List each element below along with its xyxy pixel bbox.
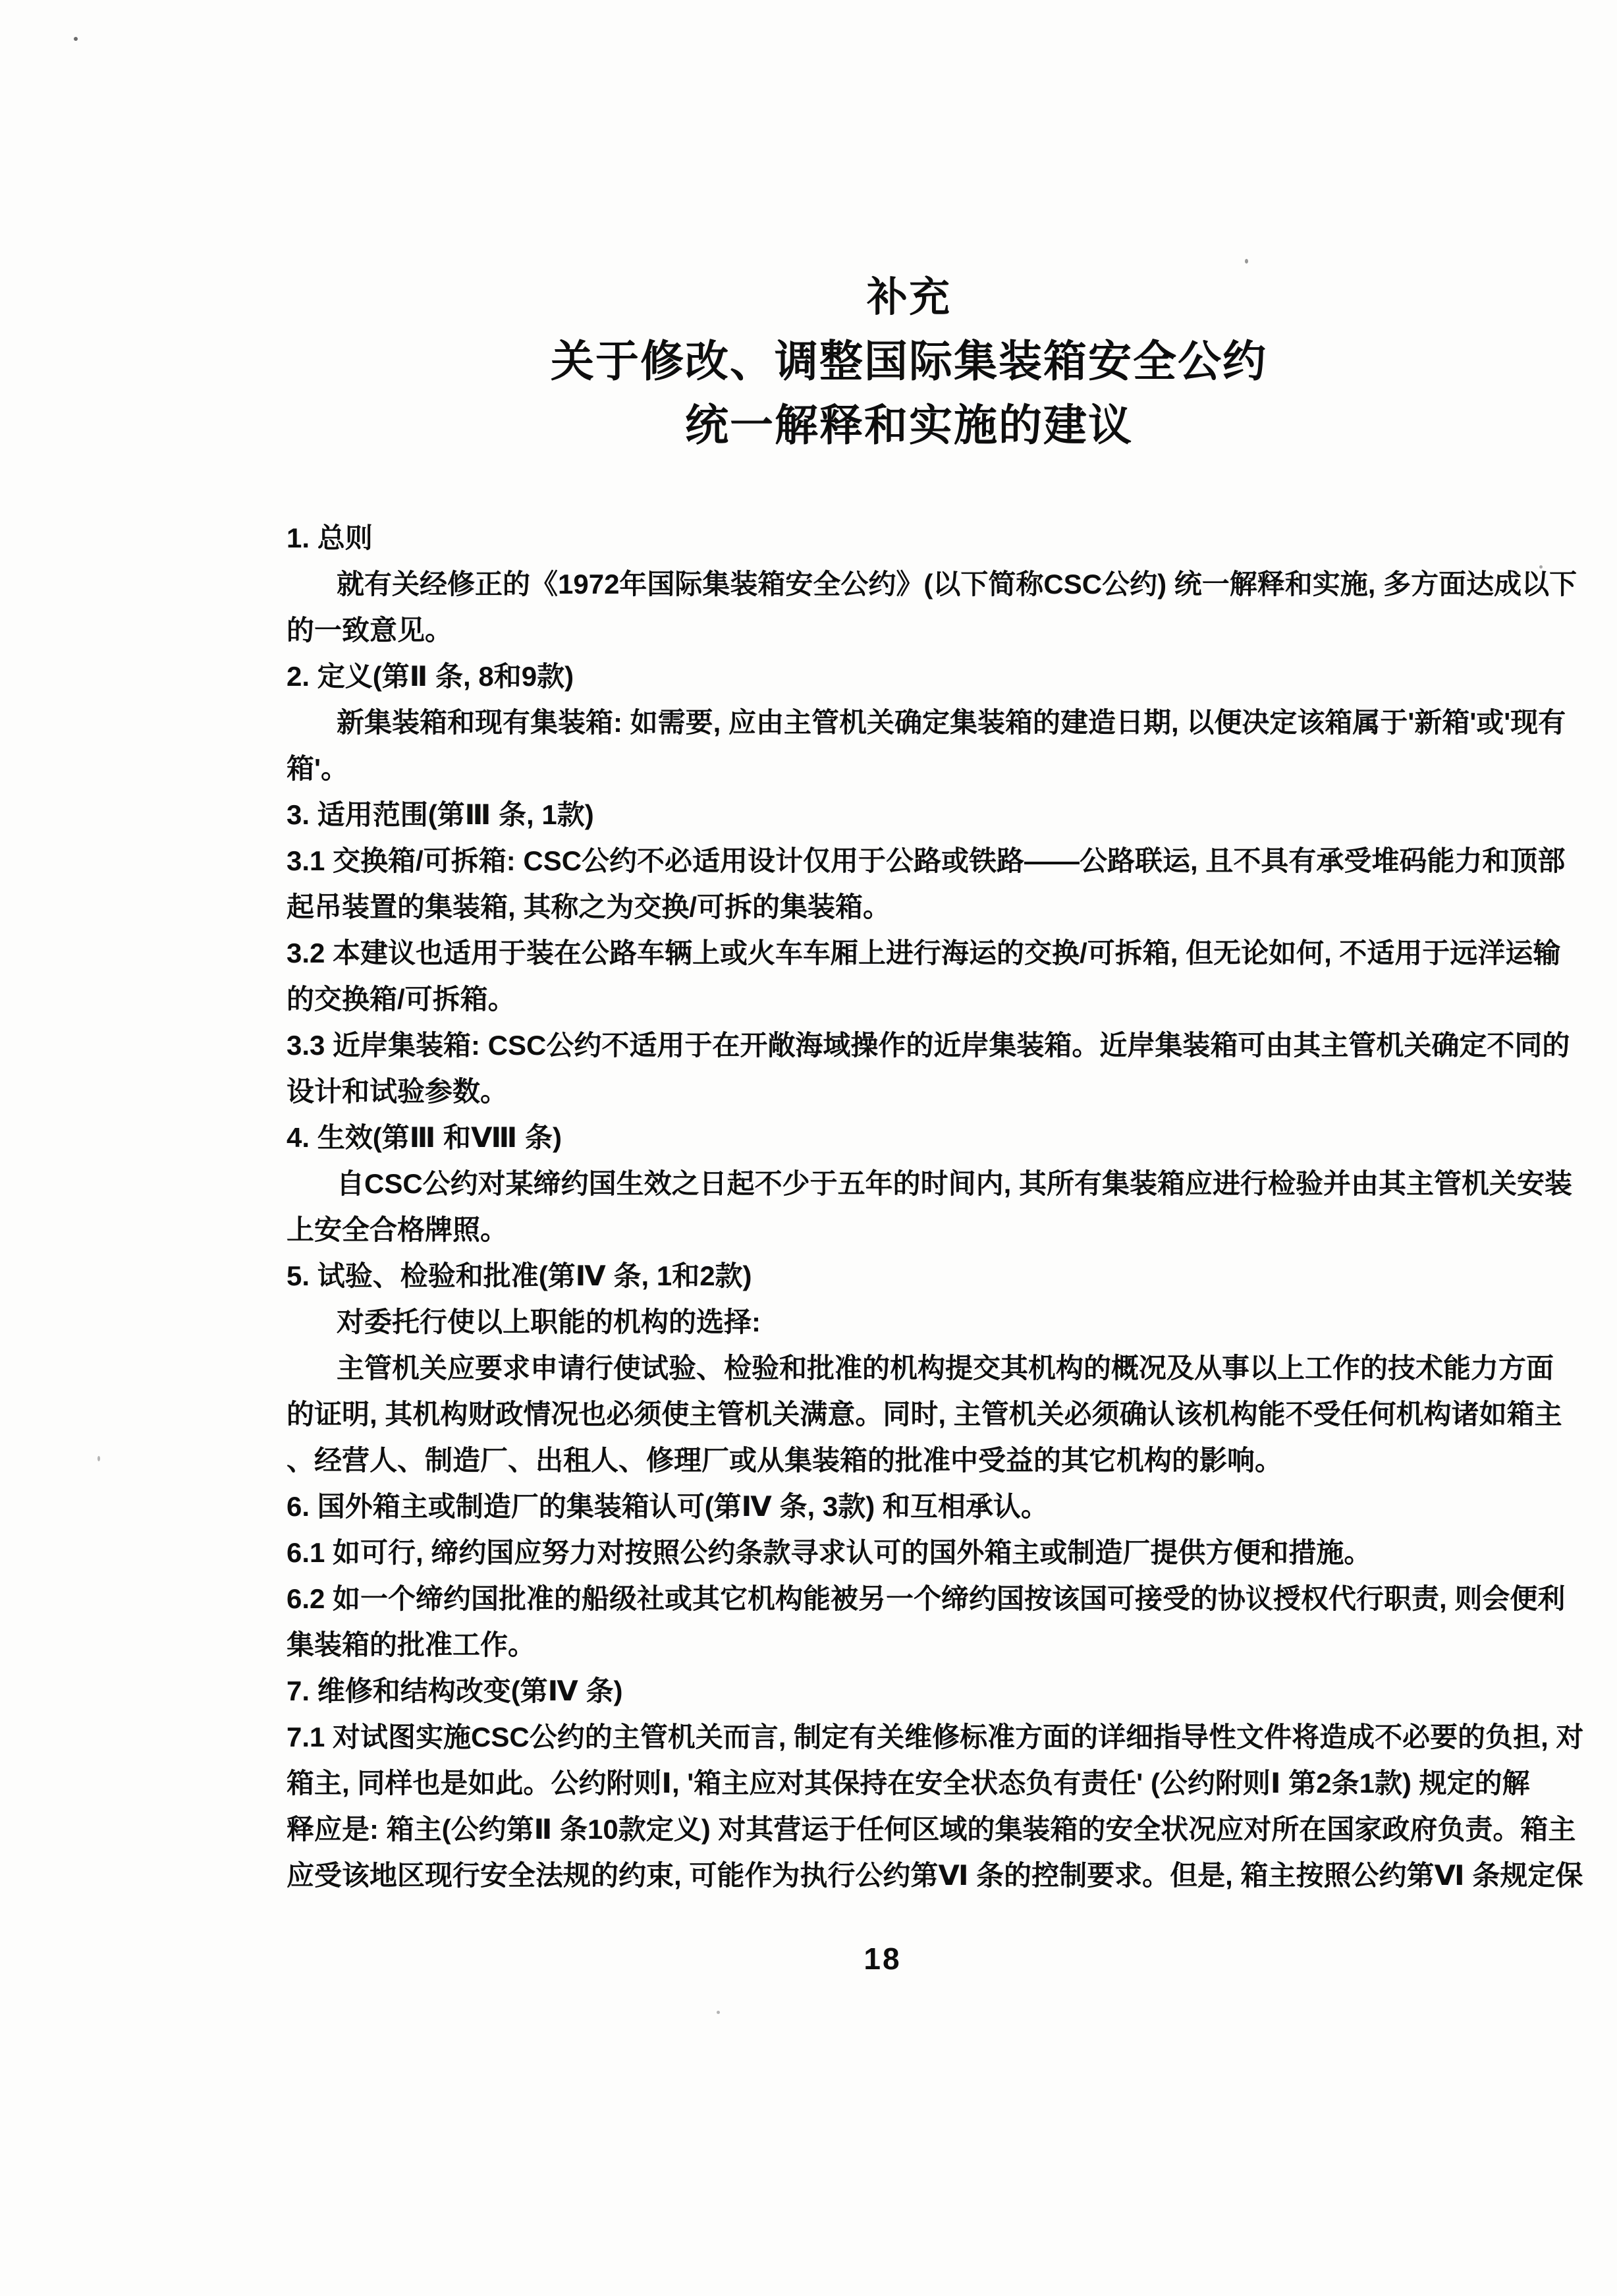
text-line: 的交换箱/可拆箱。 [287, 984, 516, 1015]
text-line: 应受该地区现行安全法规的约束, 可能作为执行公约第Ⅵ 条的控制要求。但是, 箱主按照公约第Ⅵ 条规定保 [287, 1860, 1583, 1891]
text-line: 6.2 如一个缔约国批准的船级社或其它机构能被另一个缔约国按该国可接受的协议授权代行职责, 则会便利 [287, 1583, 1566, 1614]
text-line: 对委托行使以上职能的机构的选择: [337, 1306, 761, 1337]
text-line: 释应是: 箱主(公约第Ⅱ 条10款定义) 对其营运于任何区域的集装箱的安全状况应对所在国家政府负责。箱主 [287, 1814, 1576, 1845]
text-line: 4. 生效(第Ⅲ 和Ⅷ 条) [287, 1122, 562, 1153]
text-line: 就有关经修正的《1972年国际集装箱安全公约》(以下简称CSC公约) 统一解释和实施, 多方面达成以下 [337, 569, 1577, 600]
text-line: 箱'。 [287, 753, 348, 784]
scan-speckle [74, 37, 78, 41]
text-line: 、经营人、制造厂、出租人、修理厂或从集装箱的批准中受益的其它机构的影响。 [287, 1445, 1283, 1476]
scan-speckle [717, 2011, 720, 2014]
text-line: 6.1 如可行, 缔约国应努力对按照公约条款寻求认可的国外箱主或制造厂提供方便和措施。 [287, 1537, 1372, 1568]
text-line: 2. 定义(第Ⅱ 条, 8和9款) [287, 661, 574, 692]
text-line: 主管机关应要求申请行使试验、检验和批准的机构提交其机构的概况及从事以上工作的技术能力方面 [337, 1353, 1554, 1384]
text-line: 3.3 近岸集装箱: CSC公约不适用于在开敞海域操作的近岸集装箱。近岸集装箱可由其主管机关确定不同的 [287, 1030, 1570, 1061]
scan-speckle [1245, 259, 1248, 264]
document-title-line2: 关于修改、调整国际集装箱安全公约 [551, 337, 1267, 385]
text-line: 3. 适用范围(第Ⅲ 条, 1款) [287, 799, 594, 830]
text-line: 集装箱的批准工作。 [287, 1629, 536, 1660]
text-line: 5. 试验、检验和批准(第Ⅳ 条, 1和2款) [287, 1260, 752, 1291]
text-line: 设计和试验参数。 [287, 1076, 508, 1107]
document-title-line1: 补充 [866, 275, 951, 320]
text-line: 上安全合格牌照。 [287, 1214, 508, 1245]
text-line: 起吊装置的集装箱, 其称之为交换/可拆的集装箱。 [287, 891, 891, 922]
text-line: 的一致意见。 [287, 615, 453, 646]
document-title-line3: 统一解释和实施的建议 [685, 401, 1133, 449]
text-line: 自CSC公约对某缔约国生效之日起不少于五年的时间内, 其所有集装箱应进行检验并由其主管机关安装 [337, 1168, 1573, 1199]
text-line: 1. 总则 [287, 522, 373, 553]
text-line: 3.2 本建议也适用于装在公路车辆上或火车车厢上进行海运的交换/可拆箱, 但无论如何, 不适用于远洋运输 [287, 938, 1561, 968]
text-line: 新集装箱和现有集装箱: 如需要, 应由主管机关确定集装箱的建造日期, 以便决定该箱属于'新箱'或'现有 [337, 707, 1566, 738]
scan-speckle [97, 1456, 100, 1461]
text-line: 的证明, 其机构财政情况也必须使主管机关满意。同时, 主管机关必须确认该机构能不受任何机构诸如箱主 [287, 1399, 1562, 1430]
document-body [287, 515, 1584, 1899]
text-line: 3.1 交换箱/可拆箱: CSC公约不必适用设计仅用于公路或铁路——公路联运, 且不具有承受堆码能力和顶部 [287, 845, 1566, 876]
document-title-block [306, 266, 1512, 457]
text-line: 7.1 对试图实施CSC公约的主管机关而言, 制定有关维修标准方面的详细指导性文件将造成不必要的负担, 对 [287, 1722, 1584, 1752]
text-line: 6. 国外箱主或制造厂的集装箱认可(第Ⅳ 条, 3款) 和互相承认。 [287, 1491, 1049, 1522]
text-line: 7. 维修和结构改变(第Ⅳ 条) [287, 1675, 623, 1706]
page-number: 18 [863, 1942, 902, 1976]
text-line: 箱主, 同样也是如此。公约附则Ⅰ, '箱主应对其保持在安全状态负有责任' (公约附则Ⅰ 第2条1款) 规定的解 [287, 1768, 1530, 1799]
